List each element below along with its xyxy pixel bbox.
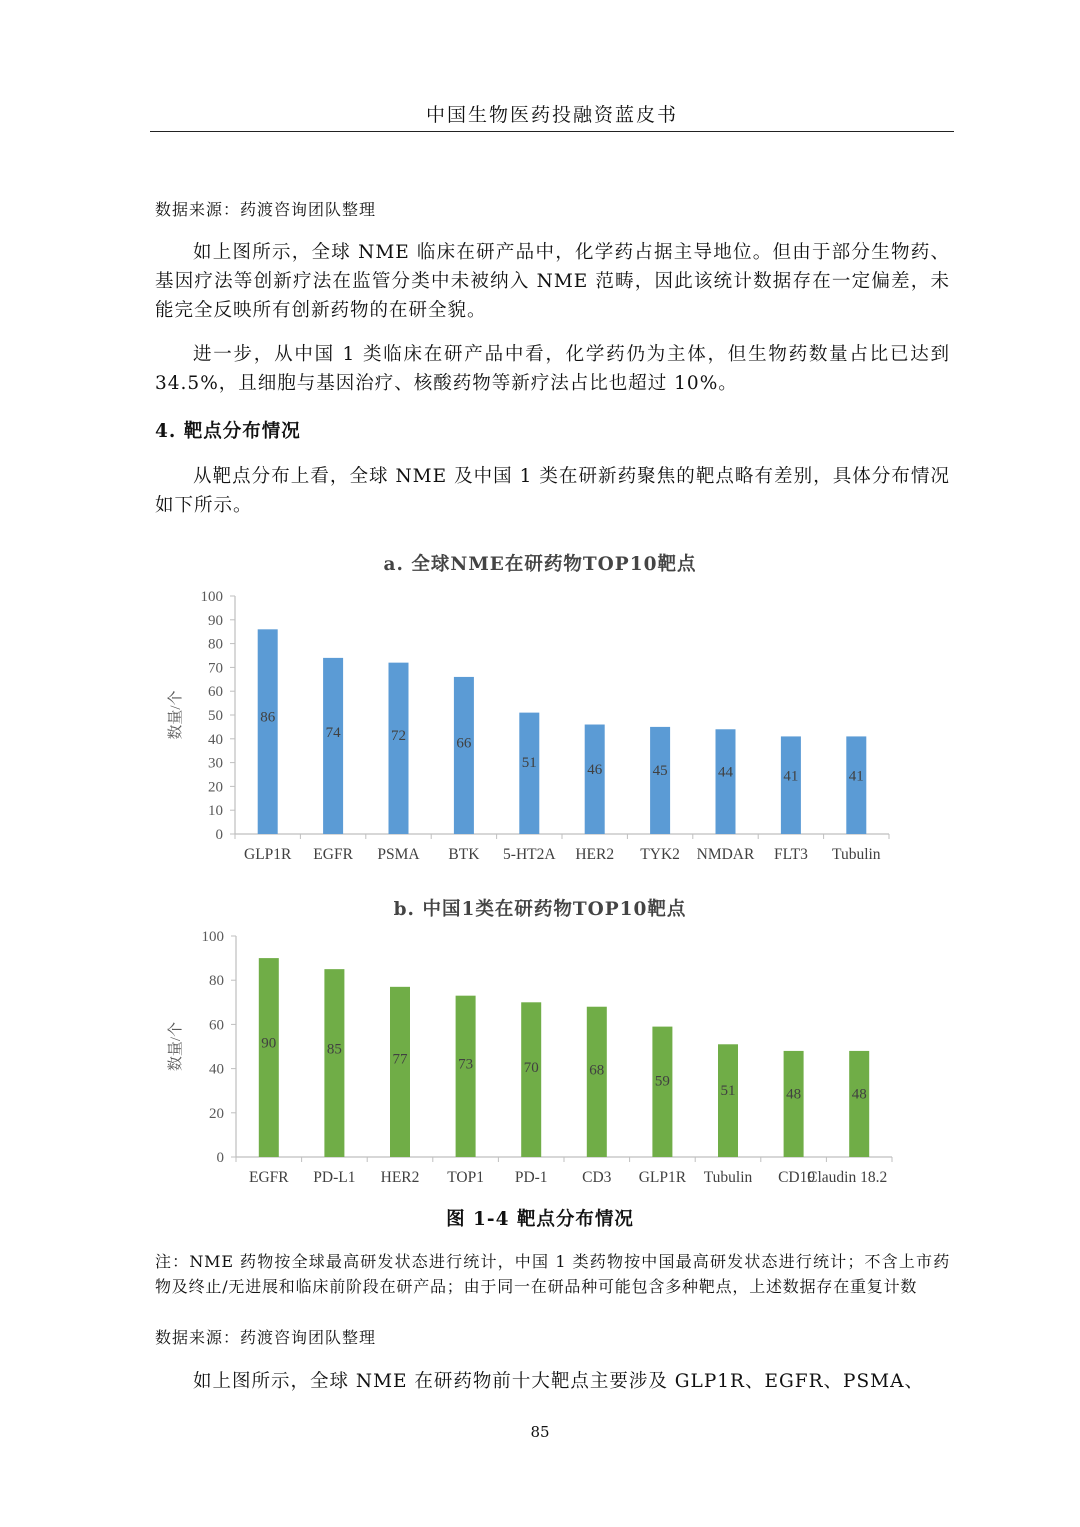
chart-a-category-label: NMDAR <box>696 846 755 863</box>
section-paragraph: 从靶点分布上看，全球 NME 及中国 1 类在研新药聚焦的靶点略有差别，具体分布情况如下所示。 <box>155 466 950 516</box>
chart-b-y-tick-label: 20 <box>209 1105 224 1122</box>
chart-a-y-axis-title: 数量/个 <box>168 690 184 740</box>
chart-b-bar <box>718 1044 738 1157</box>
chart-a-category-label: 5-HT2A <box>503 846 556 863</box>
chart-a-bar <box>389 663 409 834</box>
chart-a-bar <box>781 736 801 834</box>
chart-a-bar <box>716 729 736 834</box>
chart-a-data-label: 41 <box>848 768 864 785</box>
figure-note: 注：NME 药物按全球最高研发状态进行统计，中国 1 类药物按中国最高研发状态进行统计；不含上市药物及终止/无进展和临床前阶段在研产品；由于同一在研品种可能包含多种靶点，上述数据存在重复计数 <box>155 1252 950 1296</box>
chart-b-bar <box>849 1051 869 1157</box>
chart-a-data-label: 46 <box>587 761 603 778</box>
chart-b-y-axis-title: 数量/个 <box>168 1021 184 1072</box>
chart-b-data-label: 59 <box>654 1073 670 1090</box>
chart-a-y-tick-label: 100 <box>200 589 223 605</box>
chart-a-y-tick-label: 80 <box>208 636 223 653</box>
chart-b-category-label: TOP1 <box>447 1169 484 1186</box>
chart-a-y-tick-label: 60 <box>208 684 223 701</box>
chart-a-category-label: EGFR <box>313 846 353 863</box>
header-divider <box>150 131 954 132</box>
chart-b-y-tick-label: 60 <box>209 1017 224 1034</box>
chart-a-bar <box>585 725 605 834</box>
chart-a-y-tick-label: 40 <box>208 731 223 748</box>
chart-a <box>0 548 1080 878</box>
paragraph-1: 如上图所示，全球 NME 临床在研产品中，化学药占据主导地位。但由于部分生物药、基因疗法等创新疗法在监管分类中未被纳入 NME 范畴，因此该统计数据存在一定偏差，未能完全反映所有创新药物的在研全貌。 <box>155 242 950 321</box>
chart-b-data-label: 85 <box>326 1041 342 1058</box>
chart-a-category-label: HER2 <box>575 846 615 863</box>
chart-b-bar <box>587 1007 607 1157</box>
chart-b-category-label: GLP1R <box>638 1169 687 1186</box>
chart-a-y-tick-label: 30 <box>208 755 223 772</box>
chart-a-data-label: 74 <box>325 725 341 742</box>
chart-a-y-tick-label: 10 <box>208 803 223 820</box>
chart-b-bar <box>784 1051 804 1157</box>
chart-b-data-label: 48 <box>786 1086 802 1103</box>
chart-b-category-label: Claudin 18.2 <box>807 1169 888 1186</box>
chart-b-data-label: 70 <box>523 1059 539 1076</box>
chart-a-bar <box>519 713 539 834</box>
section-heading: 4. 靶点分布情况 <box>155 421 301 442</box>
chart-a-y-tick-label: 0 <box>215 827 223 843</box>
chart-b-bar <box>390 987 410 1157</box>
chart-b-data-label: 51 <box>720 1083 736 1100</box>
chart-a-category-label: Tubulin <box>832 846 881 863</box>
chart-b-category-label: PD-L1 <box>313 1169 356 1186</box>
chart-a-category-label: BTK <box>448 846 480 863</box>
chart-b-bar <box>652 1027 672 1157</box>
chart-a-bar <box>454 677 474 834</box>
page-number: 85 <box>530 1423 550 1441</box>
chart-b-bar <box>324 969 344 1157</box>
chart-a-y-tick-label: 90 <box>208 612 223 629</box>
chart-b-y-tick-label: 40 <box>209 1061 224 1078</box>
chart-b-category-label: CD19 <box>778 1169 816 1186</box>
paragraph-2: 进一步，从中国 1 类临床在研产品中看，化学药仍为主体，但生物药数量占比已达到 34.5%，且细胞与基因治疗、核酸药物等新疗法占比也超过 10%。 <box>155 344 950 394</box>
chart-b-bar <box>456 996 476 1157</box>
chart-a-bar <box>323 658 343 834</box>
figure-caption: 图 1-4 靶点分布情况 <box>446 1209 634 1230</box>
chart-a-bar <box>846 736 866 834</box>
running-header: 中国生物医药投融资蓝皮书 <box>425 104 678 126</box>
chart-b-data-label: 48 <box>851 1086 867 1103</box>
chart-a-category-label: GLP1R <box>244 846 292 863</box>
chart-a-y-tick-label: 70 <box>208 660 223 677</box>
chart-b-category-label: CD3 <box>582 1169 612 1186</box>
data-source-top: 数据来源：药渡咨询团队整理 <box>155 200 377 219</box>
chart-a-data-label: 66 <box>456 735 472 752</box>
chart-b-category-label: HER2 <box>380 1169 420 1186</box>
chart-b-title: b. 中国1类在研药物TOP10靶点 <box>393 899 687 920</box>
chart-b-y-tick-label: 80 <box>209 973 224 990</box>
chart-b-bar <box>259 958 279 1157</box>
chart-a-y-tick-label: 20 <box>208 779 223 796</box>
chart-b-data-label: 68 <box>589 1062 605 1079</box>
chart-a-data-label: 44 <box>718 764 733 781</box>
chart-b-y-tick-label: 100 <box>201 929 224 945</box>
final-paragraph: 如上图所示，全球 NME 在研药物前十大靶点主要涉及 GLP1R、EGFR、PSMA、 <box>193 1371 924 1392</box>
chart-b-plot <box>0 923 1080 1218</box>
chart-a-data-label: 41 <box>783 768 799 785</box>
chart-a-category-label: PSMA <box>377 846 420 863</box>
chart-b-category-label: Tubulin <box>703 1169 753 1186</box>
chart-b-category-label: EGFR <box>248 1169 289 1186</box>
chart-b <box>0 893 1080 1198</box>
chart-a-data-label: 51 <box>521 755 537 772</box>
chart-a-category-label: TYK2 <box>640 846 680 863</box>
chart-b-y-tick-label: 0 <box>216 1150 224 1166</box>
chart-b-bar <box>521 1002 541 1157</box>
chart-a-category-label: FLT3 <box>773 846 808 863</box>
chart-b-data-label: 90 <box>261 1035 277 1052</box>
chart-a-data-label: 72 <box>391 727 406 744</box>
chart-a-data-label: 86 <box>260 709 276 726</box>
data-source-bottom: 数据来源：药渡咨询团队整理 <box>155 1328 377 1347</box>
chart-b-data-label: 77 <box>392 1051 408 1068</box>
chart-a-bar <box>258 629 278 834</box>
chart-a-bar <box>650 727 670 834</box>
chart-b-category-label: PD-1 <box>514 1169 548 1186</box>
chart-a-data-label: 45 <box>652 763 668 780</box>
chart-a-plot <box>0 578 1080 898</box>
chart-a-y-tick-label: 50 <box>208 708 223 724</box>
chart-a-title: a. 全球NME在研药物TOP10靶点 <box>383 554 697 575</box>
chart-b-data-label: 73 <box>458 1056 474 1073</box>
